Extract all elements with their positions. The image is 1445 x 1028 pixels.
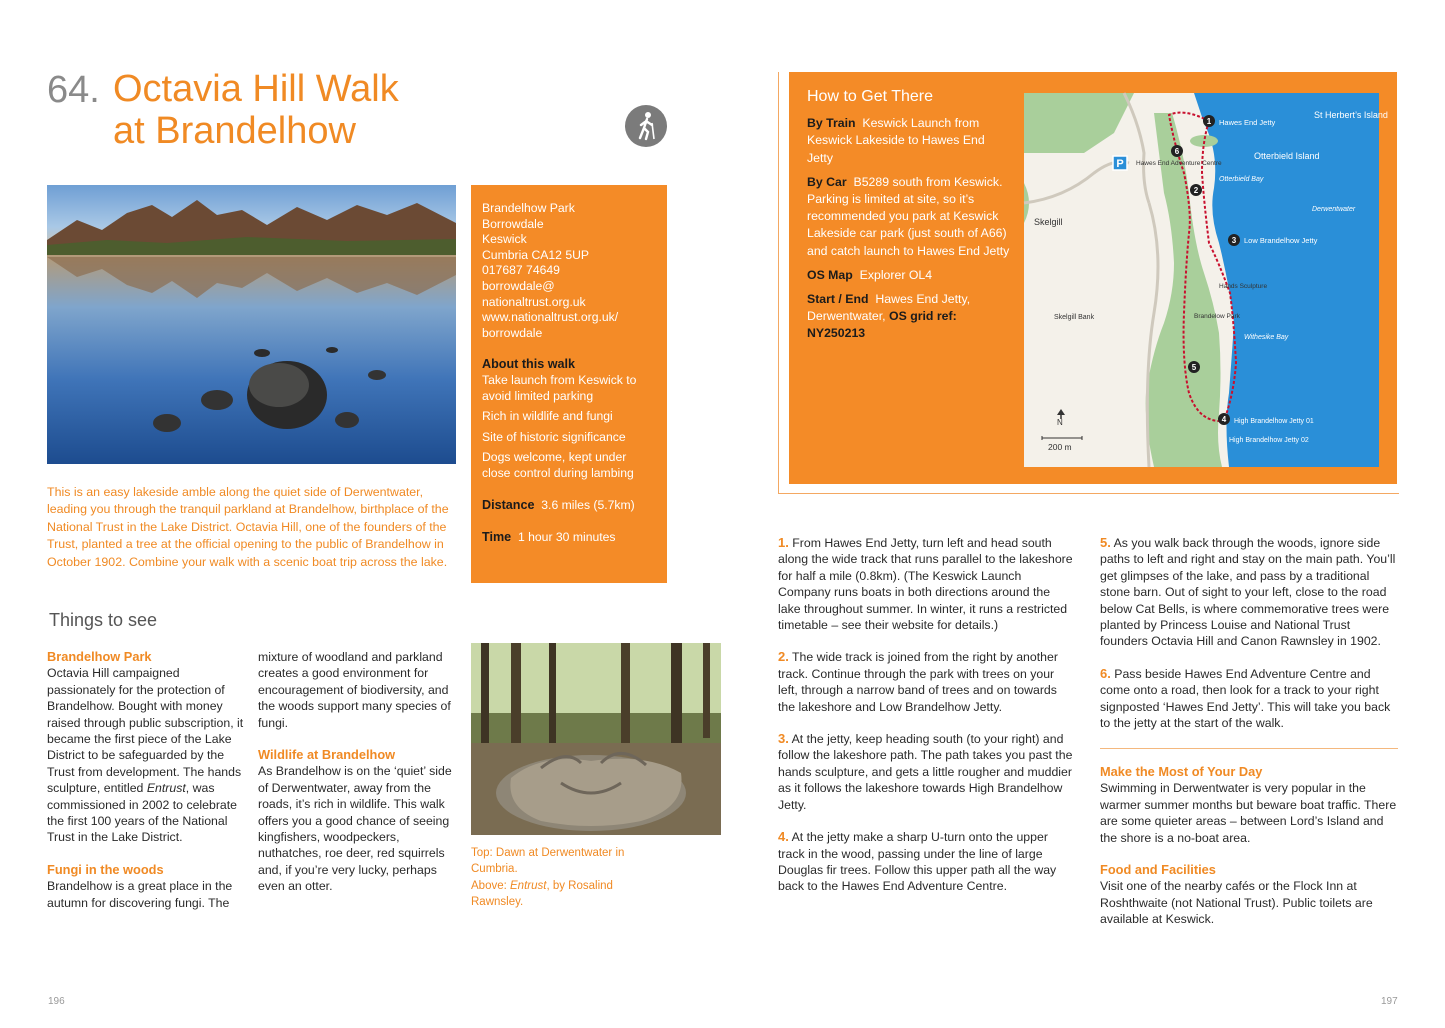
fungi-text-continued: mixture of woodland and parkland creates a good environment for encouragement of biodiversity, and the woods support many species of fungi. xyxy=(258,650,451,730)
step-2: 2. The wide track is joined from the right by another track. Continue through the park with trees on your left, through a narrow band of trees and on towards the lakeshore and Low Brandelhow Jetty. xyxy=(778,649,1058,714)
fungi-heading: Fungi in the woods xyxy=(47,861,164,877)
about-item: Dogs welcome, kept under close control during lambing xyxy=(482,450,634,480)
about-item: Take launch from Keswick to avoid limited parking xyxy=(482,372,637,403)
svg-text:1: 1 xyxy=(1206,117,1212,126)
caption-line-1: Top: Dawn at Derwentwater in Cumbria. xyxy=(471,847,625,876)
wildlife-text: As Brandelhow is on the ‘quiet’ side of Derwentwater, away from the roads, it’s rich in wildlife. This walk offers you a good chance of seeing kingfishers, woodpeckers, nuthatches, roe deer, red squirrels and, if you’re very lucky, perhaps even an otter. xyxy=(258,764,452,894)
intro-text: This is an easy lakeside amble along the quiet side of Derwentwater, leading you through the tranquil parkland at Brandelhow, birthplace of the National Trust in the Lake District. Octavia Hill, one of the founders of the Trust, planted a tree at the official opening to the public of Brandelhow in October 1902. Combine your walk with a scenic boat trip across the lake. xyxy=(47,485,449,569)
email-part: borrowdale@ xyxy=(482,278,555,293)
parking-label: P xyxy=(1116,158,1124,170)
steps-column-2 xyxy=(1100,535,1398,747)
map-label: High Brandelhow Jetty 01 xyxy=(1234,418,1314,425)
step-3: 3. At the jetty, keep heading south (to your right) and follow the lakeshore path. The path takes you past the hands sculpture, and gets a little rougher and muddier as it follows the lakeshore towards High Brandelhow Jetty. xyxy=(778,731,1073,812)
website-part: borrowdale xyxy=(482,325,543,340)
website-part: www.nationaltrust.org.uk/ xyxy=(482,310,619,325)
map-label: Skelgill xyxy=(1034,217,1063,227)
about-label: About this walk xyxy=(482,357,576,372)
os-map: OS Map Explorer OL4 xyxy=(807,267,933,282)
by-car: By Car B5289 south from Keswick. Parking is limited at site, so it’s recommended you park at Keswick Lakeside car park (just south of A66) and catch launch to Hawes End Jetty xyxy=(807,174,1010,258)
make-most-text: Swimming in Derwentwater is very popular in the warmer summer months but beware boat traffic. There are some quieter areas – between Lord’s Island and the shore is a no-boat area. xyxy=(1100,781,1397,845)
things-column-2 xyxy=(258,649,458,911)
step-5: 5. As you walk back through the woods, ignore side paths to left and right and stay on the main path. You’ll get glimpses of the lake, and pass by a traditional stone barn. Out of sight to your left, close to the road below Cat Bells, is where commemorative trees were planted by Princess Louise and National Trust founders Octavia Hill and Canon Rawnsley in 1902. xyxy=(1100,535,1396,649)
things-column-1 xyxy=(47,649,247,927)
svg-text:5: 5 xyxy=(1191,363,1197,372)
food-heading: Food and Facilities xyxy=(1100,862,1216,878)
photo-caption xyxy=(471,845,631,911)
page-number-right: 197 xyxy=(1381,996,1398,1007)
map-label: Otterbield Island xyxy=(1254,151,1320,161)
map-label: Hands Sculpture xyxy=(1219,283,1268,290)
svg-text:4: 4 xyxy=(1221,415,1227,424)
extras-column xyxy=(1100,764,1398,944)
address-line: Brandelhow Park xyxy=(482,201,575,215)
title-line-2: at Brandelhow xyxy=(113,110,356,152)
route-map xyxy=(1024,93,1388,467)
map-label: Withesike Bay xyxy=(1244,334,1289,341)
north-label: N xyxy=(1057,418,1063,427)
map-label: Hawes End Adventure Centre xyxy=(1136,160,1222,167)
svg-text:6: 6 xyxy=(1174,147,1180,156)
distance-value: 3.6 miles (5.7km) xyxy=(541,497,635,512)
time-value: 1 hour 30 minutes xyxy=(517,530,616,545)
address-line: Borrowdale xyxy=(482,216,544,231)
wildlife-heading: Wildlife at Brandelhow xyxy=(258,747,396,763)
title-line-1: Octavia Hill Walk xyxy=(113,68,399,110)
how-to-heading: How to Get There xyxy=(807,88,933,105)
park-heading: Brandelhow Park xyxy=(47,649,152,664)
map-label: Hawes End Jetty xyxy=(1219,118,1276,127)
things-to-see-heading: Things to see xyxy=(49,610,158,630)
address-line: Keswick xyxy=(482,232,527,247)
svg-text:3: 3 xyxy=(1231,236,1237,245)
hiker-icon xyxy=(625,105,667,147)
lake-area xyxy=(1191,93,1379,467)
map-label: High Brandelhow Jetty 02 xyxy=(1229,437,1309,444)
steps-column-1 xyxy=(778,535,1076,911)
map-label: Skelgill Bank xyxy=(1054,314,1095,321)
distance-label: Distance xyxy=(482,497,535,512)
address-line: Cumbria CA12 5UP xyxy=(482,247,590,262)
svg-text:2: 2 xyxy=(1193,186,1199,195)
page-title xyxy=(113,68,513,152)
step-6: 6. Pass beside Hawes End Adventure Centre and come onto a road, then look for a track to your right signposted ‘Hawes End Jetty’. This will take you back to the jetty at the start of the walk. xyxy=(1100,665,1391,731)
page-number-left: 196 xyxy=(48,996,65,1007)
fungi-text: Brandelhow is a great place in the autumn for discovering fungi. The xyxy=(47,879,233,910)
section-divider xyxy=(1100,748,1398,749)
by-train: By Train Keswick Launch from Keswick Lakeside to Hawes End Jetty xyxy=(807,116,985,165)
about-item: Rich in wildlife and fungi xyxy=(482,409,613,424)
map-label: Brandelow Park xyxy=(1194,313,1240,320)
hands-sculpture-photo xyxy=(471,643,721,835)
start-end: Start / End Hawes End Jetty, Derwentwater, OS grid ref: NY250213 xyxy=(807,292,971,341)
park-text: Octavia Hill campaigned passionately for the protection of Brandelhow. Bought with money raised through public subscription, it became the first piece of the Lake District to be safeguarded by the Trust from development. The hands sculpture, entitled Entrust, was commissioned in 2002 to celebrate the first 100 years of the National Trust in the Lake District. xyxy=(47,666,244,845)
map-label: Low Brandelhow Jetty xyxy=(1244,236,1318,245)
food-text: Visit one of the nearby cafés or the Flock Inn at Roshthwaite (not National Trust). Public toilets are available at Keswick. xyxy=(1100,879,1373,927)
step-1: 1. From Hawes End Jetty, turn left and head south along the wide track that runs parallel to the lakeshore for half a mile (0.8km). (The Keswick Launch Company runs boats in both directions around the lake throughout summer. In winter, it runs a restricted timetable – see their website for details.) xyxy=(778,535,1073,633)
phone-number: 017687 74649 xyxy=(482,263,560,278)
step-4: 4. At the jetty make a sharp U-turn onto the upper track in the wood, passing under the line of large Douglas fir trees. Follow this upper path all the way back to the Hawes End Adventure Centre. xyxy=(778,829,1057,894)
scale-label: 200 m xyxy=(1048,442,1072,452)
email-part: nationaltrust.org.uk xyxy=(482,294,586,309)
derwentwater-photo xyxy=(47,185,456,464)
map-label: St Herbert’s Island xyxy=(1314,110,1388,120)
caption-line-2: Above: Entrust, by Rosalind Rawnsley. xyxy=(471,879,613,909)
info-box xyxy=(471,185,667,583)
how-to-text xyxy=(807,88,1012,350)
map-label: Otterbield Bay xyxy=(1219,176,1264,183)
make-most-heading: Make the Most of Your Day xyxy=(1100,764,1263,779)
about-item: Site of historic significance xyxy=(482,429,626,444)
walk-number: 64. xyxy=(47,69,100,111)
map-label: Derwentwater xyxy=(1312,206,1356,213)
time-label: Time xyxy=(482,530,512,545)
